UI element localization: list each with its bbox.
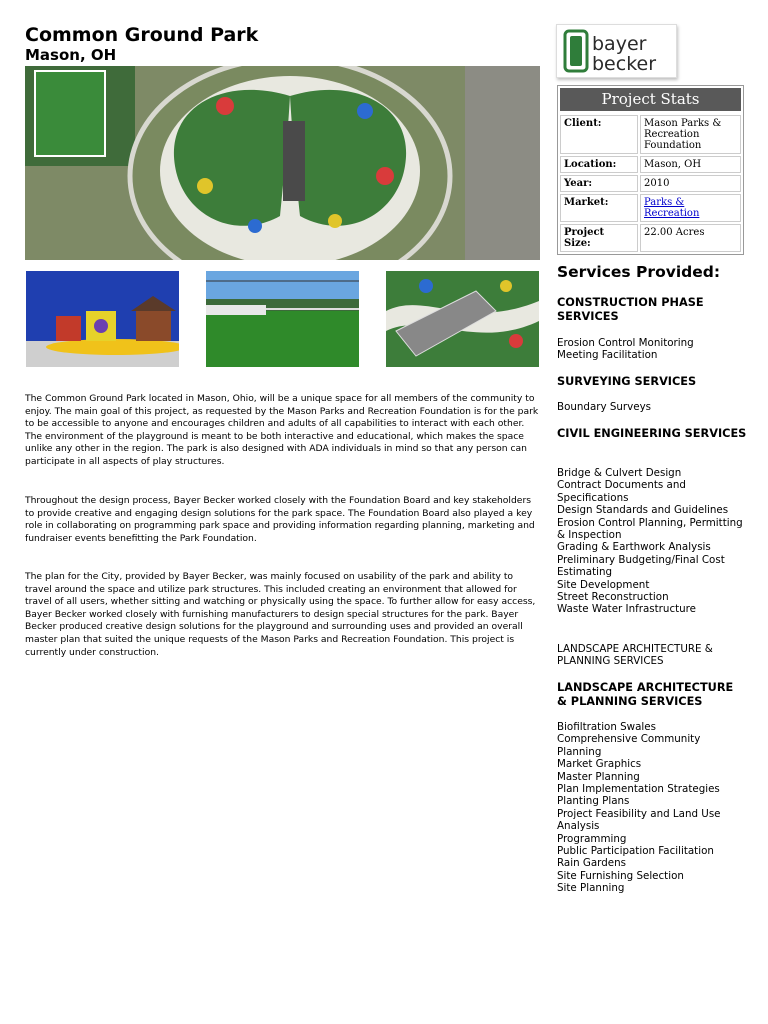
list-item: Preliminary Budgeting/Final Cost Estimating — [557, 553, 725, 579]
turf-field-photo — [206, 271, 359, 367]
category-civil: CIVIL ENGINEERING SERVICES — [557, 427, 747, 440]
list-item: Bridge & Culvert Design — [557, 467, 682, 479]
location-label: Location: — [560, 156, 638, 173]
size-value: 22.00 Acres — [640, 224, 741, 252]
table-row — [560, 175, 741, 192]
list-item: Public Participation Facilitation — [557, 845, 714, 858]
description-paragraph: The Common Ground Park located in Mason, Ohio, will be a unique space for all members of the community to enjoy. The main goal of this project, as requested by the Mason Parks and Recreation Foundation is for the park to be accessible to anyone and encourages children and adults of all capabilities to interact with each other. The environment of the playground is meant to be both interactive and educational, which makes the space unlike any other in the region. The park is also designed with ADA individuals in mind so that any person can participate in all aspects of play structures. — [25, 393, 539, 467]
list-civil — [557, 467, 747, 616]
list-item: Grading & Earthwork Analysis — [557, 541, 711, 554]
list-item: Design Standards and Guidelines — [557, 504, 729, 517]
playground-aerial-photo — [386, 271, 539, 367]
list-surveying — [557, 401, 747, 413]
list-item: Boundary Surveys — [557, 401, 652, 413]
size-label: Project Size: — [560, 224, 638, 252]
list-item: Site Furnishing Selection — [557, 869, 684, 882]
year-value: 2010 — [640, 175, 741, 192]
logo-text-bayer: bayer — [592, 33, 647, 55]
list-item: Erosion Control Monitoring — [557, 337, 694, 349]
client-label: Client: — [560, 115, 638, 154]
table-row — [560, 194, 741, 222]
page-title: Common Ground Park — [25, 24, 259, 46]
year-label: Year: — [560, 175, 638, 192]
list-item: Rain Gardens — [557, 857, 627, 870]
list-item: Site Planning — [557, 882, 625, 895]
list-landscape — [557, 721, 747, 895]
table-row — [560, 224, 741, 252]
logo-text-becker: becker — [592, 53, 657, 75]
landscape-plain-text: LANDSCAPE ARCHITECTURE & PLANNING SERVICES — [557, 643, 713, 668]
description-paragraph: Throughout the design process, Bayer Becker worked closely with the Foundation Board and key stakeholders to provide creative and engaging design solutions for the park space. The Foundation Board also played a key role in collaborating on programming park space and providing information regarding planning, marketing and fundraiser events benefitting the Park Foundation. — [25, 495, 535, 544]
location-value: Mason, OH — [640, 156, 741, 173]
list-item: Programming — [557, 832, 627, 845]
bayer-becker-logo — [556, 24, 677, 78]
table-row — [560, 156, 741, 173]
market-link[interactable]: Parks & Recreation — [644, 197, 700, 219]
list-item: Project Feasibility and Land Use Analysis — [557, 807, 721, 833]
page-subtitle: Mason, OH — [25, 46, 117, 64]
category-landscape: LANDSCAPE ARCHITECTURE & PLANNING SERVICES — [557, 681, 734, 708]
list-item: Plan Implementation Strategies — [557, 783, 720, 796]
market-cell — [640, 194, 741, 222]
list-item: Meeting Facilitation — [557, 349, 658, 362]
hero-aerial-photo — [25, 66, 540, 260]
services-heading: Services Provided: — [557, 263, 721, 281]
project-stats-heading: Project Stats — [560, 88, 741, 111]
list-item: Planting Plans — [557, 795, 630, 808]
list-item: Biofiltration Swales — [557, 721, 656, 733]
category-surveying: SURVEYING SERVICES — [557, 375, 697, 388]
list-item: Site Development — [557, 578, 650, 591]
list-item: Erosion Control Planning, Permitting & Inspection — [557, 516, 743, 542]
list-item: Master Planning — [557, 770, 640, 783]
project-stats-table — [557, 85, 744, 255]
description-paragraph: The plan for the City, provided by Bayer Becker, was mainly focused on usability of the park and ability to travel around the space and utilize park structures. This included creating an environment that allowed for travel of all users, whether sitting and watching or physically using the space. To further allow for easy access, Bayer Becker worked closely with furnishing manufacturers to design special structures for the park. Bayer Becker produced creative design solutions for the playground and surrounding uses and provided an overall master plan that suited the unique requests of the Mason Parks and Recreation Foundation. This project is currently under construction. — [25, 571, 536, 658]
list-item: Contract Documents and Specifications — [557, 479, 686, 504]
market-label: Market: — [560, 194, 638, 222]
list-item: Street Reconstruction — [557, 591, 669, 604]
playground-photo — [26, 271, 179, 367]
list-construction — [557, 337, 747, 362]
table-row — [560, 115, 741, 154]
category-construction: CONSTRUCTION PHASE SERVICES — [557, 296, 704, 323]
list-item: Market Graphics — [557, 758, 642, 771]
list-item: Waste Water Infrastructure — [557, 603, 697, 616]
client-value: Mason Parks & Recreation Foundation — [640, 115, 741, 154]
list-item: Comprehensive Community Planning — [557, 733, 701, 758]
